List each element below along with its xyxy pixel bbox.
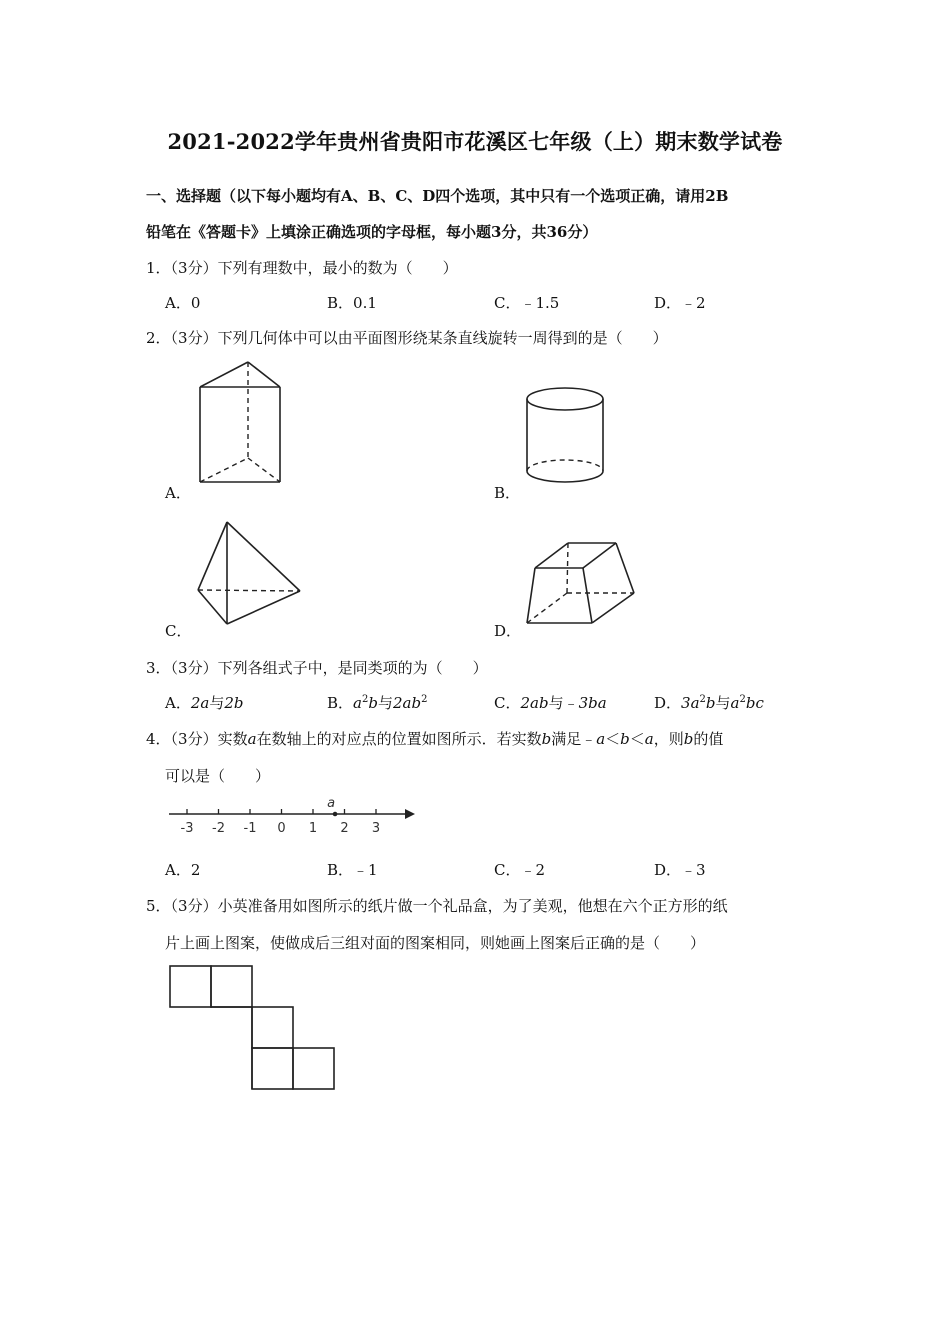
number-line-tick-label: 3 — [371, 821, 381, 836]
section-heading-line1: 一、选择题（以下每小题均有A、B、C、D四个选项，其中只有一个选项正确，请用2B — [146, 187, 729, 205]
question-score: （3分） — [170, 259, 218, 277]
net-square-4 — [252, 1048, 293, 1089]
section-heading-line2: 铅笔在《答题卡》上填涂正确选项的字母框，每小题3分，共36分） — [146, 223, 598, 241]
triangular-prism-figure — [185, 360, 295, 485]
question-score: （3分） — [170, 897, 218, 915]
question-number: 3． — [146, 659, 171, 677]
question-text: 下列几何体中可以由平面图形绕某条直线旋转一周得到的是（ ） — [217, 329, 668, 347]
q3-option-c[interactable]: C．2ab与﹣3ba — [494, 694, 607, 712]
number-line-tick-label: -2 — [212, 821, 225, 836]
frustum-figure — [520, 538, 640, 630]
cube-net-figure — [169, 965, 337, 1091]
question-number: 1． — [146, 259, 171, 277]
question-1 — [146, 257, 458, 278]
q1-option-b[interactable]: B．0.1 — [327, 294, 377, 312]
q3-option-d[interactable]: D．$3a^2b$与$a^2bc$ — [654, 694, 764, 712]
question-number: 5． — [146, 897, 171, 915]
number-line-point-label: a — [327, 796, 336, 811]
q4-option-d[interactable]: D．﹣3 — [654, 861, 706, 879]
q3-option-a[interactable]: A．2a与2b — [165, 694, 244, 712]
q4-option-a[interactable]: A．2 — [165, 861, 201, 879]
question-score: （3分） — [170, 329, 218, 347]
question-number: 4． — [146, 730, 171, 748]
question-4: 4．（3分）实数a在数轴上的对应点的位置如图所示．若实数b满足﹣a＜b＜a，则b的值 — [146, 730, 724, 748]
question-score: （3分） — [170, 730, 218, 748]
q2-option-c[interactable]: C． — [165, 622, 192, 640]
question-5 — [146, 895, 728, 916]
question-text: 下列有理数中，最小的数为（ ） — [217, 259, 458, 277]
number-line-tick-label: -1 — [243, 821, 257, 836]
q1-option-a[interactable]: A．0 — [165, 294, 201, 312]
question-number: 2． — [146, 329, 171, 347]
question-2 — [146, 327, 668, 348]
q4-option-c[interactable]: C．﹣2 — [494, 861, 546, 879]
net-square-2 — [211, 966, 252, 1007]
q1-option-c[interactable]: C．﹣1.5 — [494, 294, 560, 312]
question-4-line2: 可以是（ ） — [165, 767, 271, 785]
q3-option-b[interactable]: B．$a^2b$与$2ab^2$ — [327, 694, 428, 712]
q2-option-d[interactable]: D． — [494, 622, 522, 640]
question-score: （3分） — [170, 659, 218, 677]
triangular-pyramid-figure — [190, 518, 305, 630]
question-3 — [146, 657, 488, 678]
number-line-tick-label: 1 — [308, 821, 318, 836]
question-text: 下列各组式子中，是同类项的为（ ） — [217, 659, 488, 677]
question-5-line2: 片上画上图案，使做成后三组对面的图案相同，则她画上图案后正确的是（ ） — [165, 934, 706, 952]
net-square-5 — [293, 1048, 334, 1089]
number-line-tick-label: -3 — [180, 821, 194, 836]
net-square-1 — [170, 966, 211, 1007]
q2-option-a[interactable]: A． — [165, 484, 191, 502]
number-line-tick-label: 0 — [277, 821, 286, 836]
q2-option-b[interactable]: B． — [494, 484, 521, 502]
number-line-tick-label: 2 — [340, 821, 349, 836]
net-square-3 — [252, 1007, 293, 1048]
number-line-figure — [165, 790, 420, 840]
number-line-point-a — [333, 812, 338, 817]
q4-option-b[interactable]: B．﹣1 — [327, 861, 378, 879]
number-line-arrow — [405, 809, 415, 819]
cylinder-figure — [520, 385, 610, 490]
page-title: 2021-2022学年贵州省贵阳市花溪区七年级（上）期末数学试卷 — [167, 129, 783, 154]
question-text: 小英准备用如图所示的纸片做一个礼品盒，为了美观，他想在六个正方形的纸 — [217, 897, 728, 915]
q1-option-d[interactable]: D．﹣2 — [654, 294, 706, 312]
